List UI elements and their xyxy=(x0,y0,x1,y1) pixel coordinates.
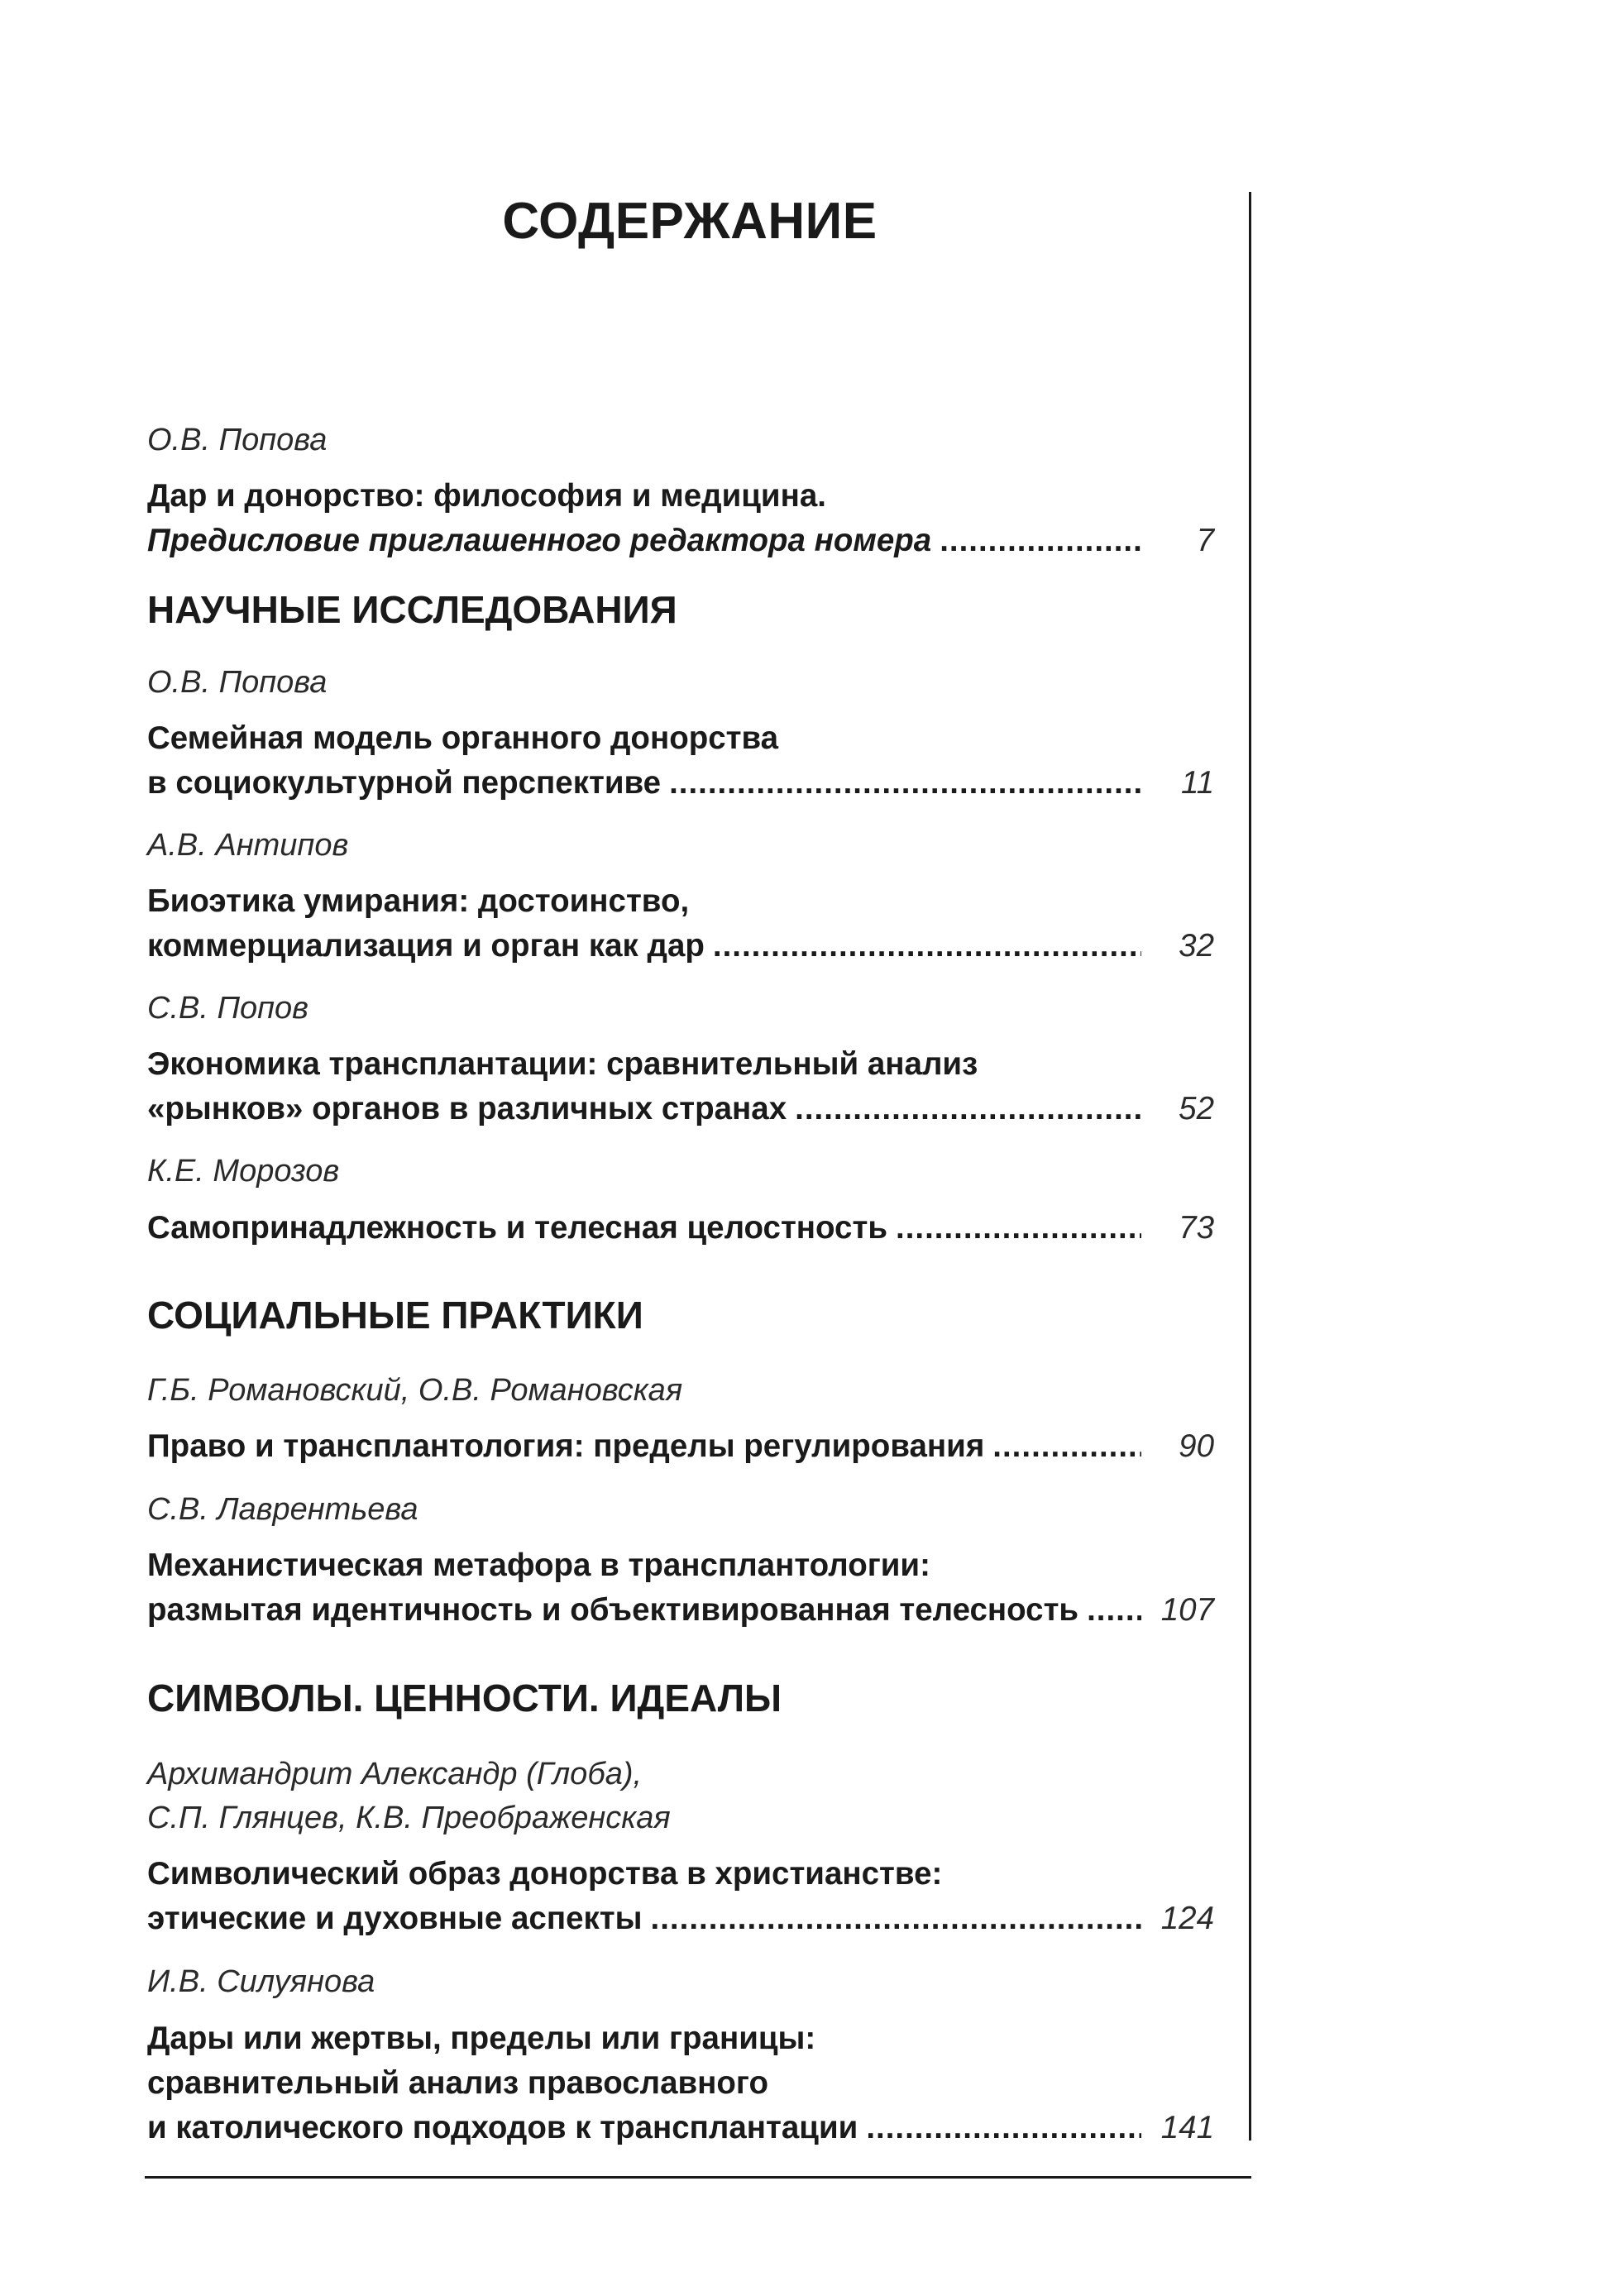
leader-dots xyxy=(651,1898,1141,1940)
entry-title: сравнительный анализ православного xyxy=(147,2065,768,2101)
page-number: 124 xyxy=(1160,1901,1214,1936)
entry-title: коммерциализация и орган как дар xyxy=(147,928,705,964)
entry-title: Самопринадлежность и телесная целостность xyxy=(147,1210,887,1246)
entry-title: «рынков» органов в различных странах xyxy=(147,1091,787,1126)
toc-entry-line[interactable] xyxy=(147,926,1214,967)
page-number: 141 xyxy=(1160,2110,1214,2145)
vertical-rule xyxy=(1249,192,1251,2141)
entry-subtitle: Предисловие приглашенного редактора номера xyxy=(147,523,932,558)
leader-dots xyxy=(896,1208,1141,1249)
page-title: СОДЕРЖАНИЕ xyxy=(502,193,878,250)
toc-entry-line[interactable] xyxy=(147,2107,1214,2149)
entry-title: Дары или жертвы, пределы или границы: xyxy=(147,2021,816,2056)
entry-title-line xyxy=(147,718,1214,759)
entry-title: размытая идентичность и объективированная телесность xyxy=(147,1592,1079,1628)
entry-title: Семейная модель органного донорства xyxy=(147,720,779,756)
page-number: 90 xyxy=(1179,1428,1214,1464)
entry-title-line xyxy=(147,881,1214,922)
entry-author: Г.Б. Романовский, О.В. Романовская xyxy=(147,1373,683,1408)
toc-entry-line[interactable] xyxy=(147,1590,1214,1631)
entry-title-line xyxy=(147,1044,1214,1085)
leader-dots xyxy=(795,1088,1141,1130)
section-heading: СОЦИАЛЬНЫЕ ПРАКТИКИ xyxy=(147,1294,643,1337)
toc-entry-line[interactable] xyxy=(147,1088,1214,1130)
entry-title: Механистическая метафора в трансплантологии: xyxy=(147,1547,930,1583)
entry-title: этические и духовные аспекты xyxy=(147,1901,643,1936)
horizontal-rule xyxy=(145,2176,1251,2179)
entry-author: С.П. Глянцев, К.В. Преображенская xyxy=(147,1801,671,1835)
entry-title-line xyxy=(147,2063,1214,2104)
toc-entry-line[interactable] xyxy=(147,1426,1214,1467)
page-number: 11 xyxy=(1181,765,1214,801)
page-number: 32 xyxy=(1179,928,1214,964)
entry-author: О.В. Попова xyxy=(147,423,328,457)
entry-title: Символический образ донорства в христианстве: xyxy=(147,1856,943,1892)
section-heading: НАУЧНЫЕ ИССЛЕДОВАНИЯ xyxy=(147,588,677,631)
leader-dots xyxy=(713,926,1141,967)
entry-title: Биоэтика умирания: достоинство, xyxy=(147,883,690,919)
entry-author: О.В. Попова xyxy=(147,665,328,700)
entry-title: в социокультурной перспективе xyxy=(147,765,662,801)
entry-author: Архимандрит Александр (Глоба), xyxy=(147,1757,643,1791)
page-number: 7 xyxy=(1196,523,1214,558)
toc-entry-line[interactable] xyxy=(147,1208,1214,1249)
leader-dots xyxy=(669,763,1141,804)
entry-author: И.В. Силуянова xyxy=(147,1964,375,1999)
leader-dots xyxy=(866,2107,1141,2149)
page-number: 73 xyxy=(1179,1210,1214,1246)
section-heading: СИМВОЛЫ. ЦЕННОСТИ. ИДЕАЛЫ xyxy=(147,1677,782,1720)
entry-title: Экономика трансплантации: сравнительный анализ xyxy=(147,1046,978,1082)
entry-author: А.В. Антипов xyxy=(147,828,349,863)
entry-title-line xyxy=(147,2018,1214,2059)
entry-title-line xyxy=(147,1854,1214,1895)
entry-title-line xyxy=(147,1545,1214,1586)
toc-entry-line[interactable] xyxy=(147,520,1214,562)
page-number: 52 xyxy=(1179,1091,1214,1126)
toc-entry-line[interactable] xyxy=(147,1898,1214,1940)
toc-entry-line[interactable] xyxy=(147,763,1214,804)
leader-dots xyxy=(940,520,1141,562)
entry-title: и католического подходов к трансплантации xyxy=(147,2110,858,2145)
entry-title: Дар и донорство: философия и медицина. xyxy=(147,478,826,514)
entry-author: К.Е. Морозов xyxy=(147,1154,340,1189)
page-number: 107 xyxy=(1160,1592,1214,1628)
entry-author: С.В. Попов xyxy=(147,991,309,1026)
leader-dots xyxy=(992,1426,1141,1467)
entry-title-line xyxy=(147,476,1214,517)
entry-title: Право и трансплантология: пределы регулирования xyxy=(147,1428,985,1464)
entry-author: С.В. Лаврентьева xyxy=(147,1492,418,1527)
leader-dots xyxy=(1087,1590,1141,1631)
